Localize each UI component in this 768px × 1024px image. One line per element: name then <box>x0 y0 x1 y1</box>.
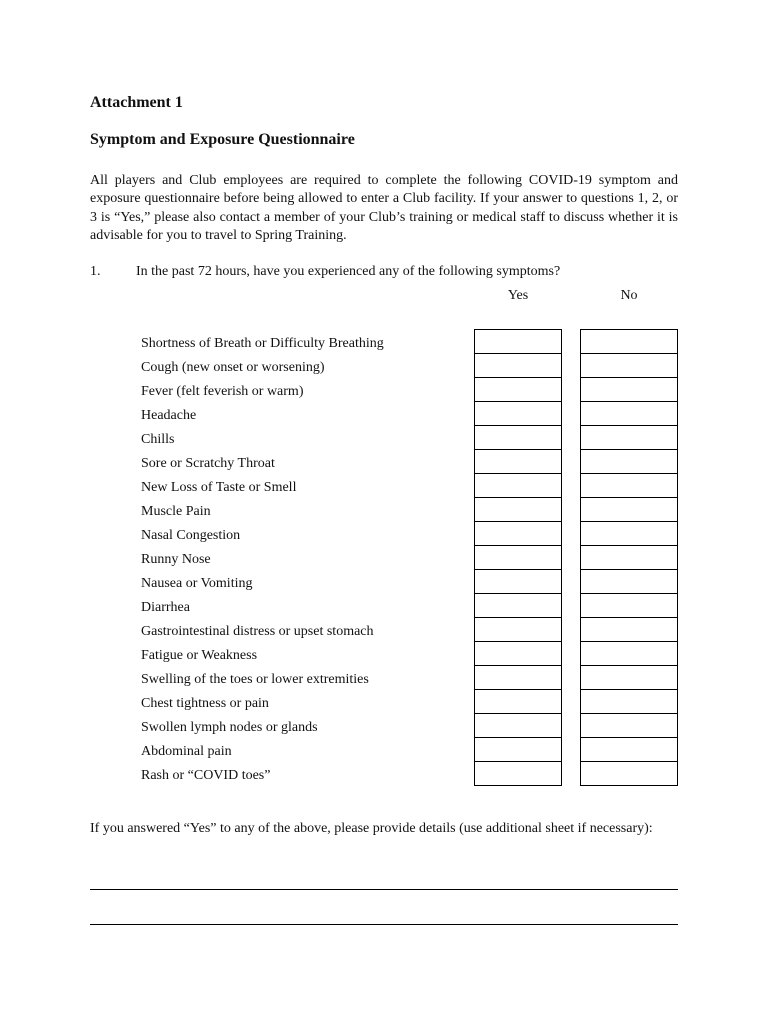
details-prompt: If you answered “Yes” to any of the above, please provide details (use additional sheet if necessary): <box>90 821 653 836</box>
no-checkbox[interactable] <box>580 761 678 786</box>
no-checkbox[interactable] <box>580 449 678 473</box>
no-checkbox[interactable] <box>580 737 678 761</box>
yes-checkbox[interactable] <box>474 377 562 401</box>
no-checkbox[interactable] <box>580 665 678 689</box>
yes-checkbox[interactable] <box>474 665 562 689</box>
no-checkbox[interactable] <box>580 545 678 569</box>
page-title: Symptom and Exposure Questionnaire <box>90 131 355 148</box>
yes-checkbox-column <box>474 329 562 786</box>
symptom-label: New Loss of Taste or Smell <box>141 480 297 495</box>
yes-checkbox[interactable] <box>474 545 562 569</box>
yes-checkbox[interactable] <box>474 761 562 786</box>
symptom-label: Chest tightness or pain <box>141 696 269 711</box>
no-checkbox[interactable] <box>580 401 678 425</box>
no-checkbox[interactable] <box>580 377 678 401</box>
symptom-label: Gastrointestinal distress or upset stomach <box>141 624 374 639</box>
no-checkbox[interactable] <box>580 593 678 617</box>
yes-checkbox[interactable] <box>474 329 562 353</box>
yes-checkbox[interactable] <box>474 713 562 737</box>
symptom-list <box>141 333 384 789</box>
attachment-heading: Attachment 1 <box>90 94 183 111</box>
intro-paragraph: All players and Club employees are required to complete the following COVID-19 symptom and exposure questionnaire before being allowed to enter a Club facility. If your answer to questions 1, 2, or 3 is “Yes,” please also contact a member of your Club’s training or medical staff to discuss whether it is advisable for you to travel to Spring Training. <box>90 173 678 243</box>
symptom-label: Sore or Scratchy Throat <box>141 456 275 471</box>
no-checkbox[interactable] <box>580 329 678 353</box>
answer-line[interactable] <box>90 889 678 890</box>
yes-checkbox[interactable] <box>474 521 562 545</box>
no-checkbox-column <box>580 329 678 786</box>
no-checkbox[interactable] <box>580 713 678 737</box>
symptom-label: Fatigue or Weakness <box>141 648 258 663</box>
symptom-label: Nasal Congestion <box>141 528 241 543</box>
no-checkbox[interactable] <box>580 641 678 665</box>
yes-checkbox[interactable] <box>474 737 562 761</box>
symptom-label: Shortness of Breath or Difficulty Breathing <box>141 336 384 351</box>
question-text: In the past 72 hours, have you experienced any of the following symptoms? <box>136 264 561 279</box>
symptom-label: Abdominal pain <box>141 744 232 759</box>
question-number: 1. <box>90 264 101 279</box>
no-checkbox[interactable] <box>580 425 678 449</box>
yes-checkbox[interactable] <box>474 689 562 713</box>
answer-line[interactable] <box>90 924 678 925</box>
yes-checkbox[interactable] <box>474 569 562 593</box>
symptom-label: Cough (new onset or worsening) <box>141 360 325 375</box>
yes-checkbox[interactable] <box>474 617 562 641</box>
yes-checkbox[interactable] <box>474 425 562 449</box>
symptom-label: Headache <box>141 408 197 423</box>
no-column-header: No <box>620 288 638 303</box>
symptom-label: Swollen lymph nodes or glands <box>141 720 318 735</box>
symptom-label: Fever (felt feverish or warm) <box>141 384 304 399</box>
no-checkbox[interactable] <box>580 689 678 713</box>
yes-checkbox[interactable] <box>474 593 562 617</box>
symptom-label: Nausea or Vomiting <box>141 576 253 591</box>
symptom-label: Chills <box>141 432 175 447</box>
symptom-label: Swelling of the toes or lower extremities <box>141 672 369 687</box>
yes-checkbox[interactable] <box>474 473 562 497</box>
symptom-label: Runny Nose <box>141 552 211 567</box>
yes-checkbox[interactable] <box>474 641 562 665</box>
yes-column-header: Yes <box>507 288 529 303</box>
yes-checkbox[interactable] <box>474 401 562 425</box>
no-checkbox[interactable] <box>580 473 678 497</box>
no-checkbox[interactable] <box>580 569 678 593</box>
yes-checkbox[interactable] <box>474 497 562 521</box>
yes-checkbox[interactable] <box>474 353 562 377</box>
symptom-label: Muscle Pain <box>141 504 211 519</box>
no-checkbox[interactable] <box>580 617 678 641</box>
no-checkbox[interactable] <box>580 521 678 545</box>
symptom-label: Diarrhea <box>141 600 190 615</box>
symptom-label: Rash or “COVID toes” <box>141 768 271 783</box>
no-checkbox[interactable] <box>580 497 678 521</box>
no-checkbox[interactable] <box>580 353 678 377</box>
yes-checkbox[interactable] <box>474 449 562 473</box>
